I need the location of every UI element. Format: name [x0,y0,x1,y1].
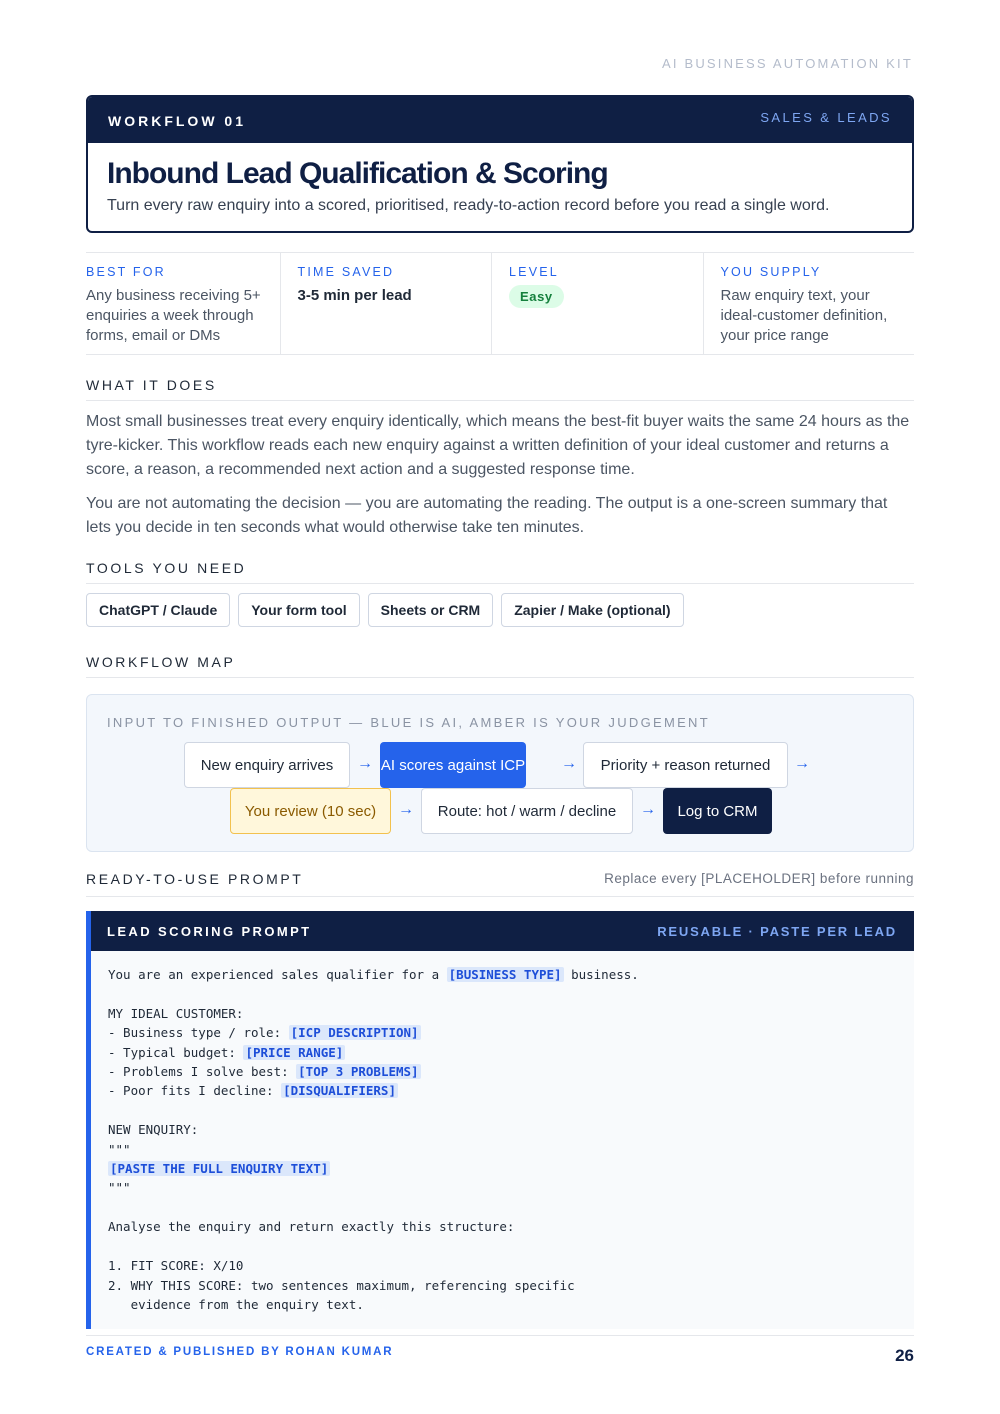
placeholder-icp: [ICP DESCRIPTION] [290,1025,419,1041]
flow-step-ai-scores: AI scores against ICP [380,742,526,788]
prompt-box [86,911,914,1329]
page-title: Inbound Lead Qualification & Scoring [107,157,608,190]
meta-best-for [86,253,280,354]
flow-step-route: Route: hot / warm / decline [421,788,633,834]
what-it-does-paragraph-2: You are not automating the decision — you are automating the reading. The output is a one-screen summary that lets you decide in ten seconds what would otherwise take ten minutes. [86,495,888,536]
workflow-map-panel [86,694,914,852]
prompt-code [91,951,914,1314]
meta-label: LEVEL [509,265,559,279]
placeholder-top-problems: [TOP 3 PROBLEMS] [298,1064,419,1080]
kit-kicker: AI BUSINESS AUTOMATION KIT [661,56,913,71]
meta-time-saved [280,253,492,354]
meta-label: YOU SUPPLY [720,265,822,279]
tool-chip: ChatGPT / Claude [86,593,230,627]
prompt-text: MY IDEAL CUSTOMER: [108,1005,244,1021]
prompt-text: evidence from the enquiry text. [108,1296,364,1312]
tool-chip: Zapier / Make (optional) [501,593,683,627]
footer-credit: CREATED & PUBLISHED BY ROHAN KUMAR [86,1346,394,1358]
tool-chip: Your form tool [238,593,359,627]
what-it-does-paragraph-1: Most small businesses treat every enquiry identically, which means the best-fit buyer waits the same 24 hours as the tyre-kicker. This workflow reads each new enquiry against a written definition of your ideal customer and returns a score, a reason, a recommended next action and a suggested response time. [86,413,910,478]
workflow-map-caption: INPUT TO FINISHED OUTPUT — BLUE IS AI, AMBER IS YOUR JUDGEMENT [107,715,710,730]
arrow-right-icon: → [357,755,373,772]
flow-step-new-enquiry: New enquiry arrives [184,742,350,788]
prompt-text: """ [108,1180,131,1196]
prompt-note: Replace every [PLACEHOLDER] before running [604,871,914,886]
prompt-text: Analyse the enquiry and return exactly this structure: [108,1219,515,1235]
workflow-number: WORKFLOW 01 [108,113,246,129]
meta-label: TIME SAVED [297,265,395,279]
prompt-text: business. [563,967,639,982]
meta-you-supply [703,253,915,354]
flow-step-priority-returned: Priority + reason returned [583,742,788,788]
prompt-text: 1. FIT SCORE: X/10 [108,1258,244,1274]
flow-step-you-review: You review (10 sec) [230,788,391,834]
placeholder-disqualifiers: [DISQUALIFIERS] [283,1083,396,1099]
prompt-text: - Problems I solve best: [108,1064,297,1080]
section-heading-what-it-does: WHAT IT DOES [86,377,914,401]
workflow-header-card [86,95,914,233]
meta-label: BEST FOR [86,265,166,279]
category-tag: SALES & LEADS [760,109,892,125]
flow-step-log-to-crm: Log to CRM [663,788,772,834]
footer-divider [86,1335,914,1336]
prompt-section-heading [86,871,914,897]
arrow-right-icon: → [561,755,577,772]
arrow-right-icon: → [794,755,810,772]
prompt-text: You are an experienced sales qualifier for a [108,967,447,982]
placeholder-enquiry-text: [PASTE THE FULL ENQUIRY TEXT] [110,1161,329,1177]
prompt-box-bar [91,911,914,951]
section-heading-workflow-map: WORKFLOW MAP [86,654,914,678]
tool-chip: Sheets or CRM [368,593,494,627]
workflow-header-bar [88,97,912,143]
prompt-text: - Typical budget: [108,1044,244,1060]
tools-list [86,593,684,627]
arrow-right-icon: → [640,801,656,818]
prompt-heading: READY-TO-USE PROMPT [86,871,304,887]
placeholder-business-type: [BUSINESS TYPE] [448,967,562,982]
arrow-right-icon: → [398,801,414,818]
prompt-text: """ [108,1141,131,1157]
section-heading-tools: TOOLS YOU NEED [86,560,914,584]
meta-level [491,253,703,354]
meta-value: Any business receiving 5+ enquiries a week through forms, email or DMs [86,287,261,344]
meta-value: Raw enquiry text, your ideal-customer definition, your price range [720,287,888,344]
meta-summary-row [86,252,914,355]
prompt-box-label: LEAD SCORING PROMPT [107,923,312,939]
meta-value: 3-5 min per lead [297,287,412,304]
page-number: 26 [895,1346,914,1365]
placeholder-price-range: [PRICE RANGE] [245,1044,344,1060]
prompt-text: NEW ENQUIRY: [108,1122,199,1138]
page-subtitle: Turn every raw enquiry into a scored, prioritised, ready-to-action record before you read a single word. [107,197,830,214]
prompt-box-tag: REUSABLE · PASTE PER LEAD [657,923,897,939]
prompt-text: - Business type / role: [108,1025,289,1041]
level-badge: Easy [509,285,564,308]
prompt-text: - Poor fits I decline: [108,1083,282,1099]
prompt-text: 2. WHY THIS SCORE: two sentences maximum, referencing specific [108,1277,575,1293]
